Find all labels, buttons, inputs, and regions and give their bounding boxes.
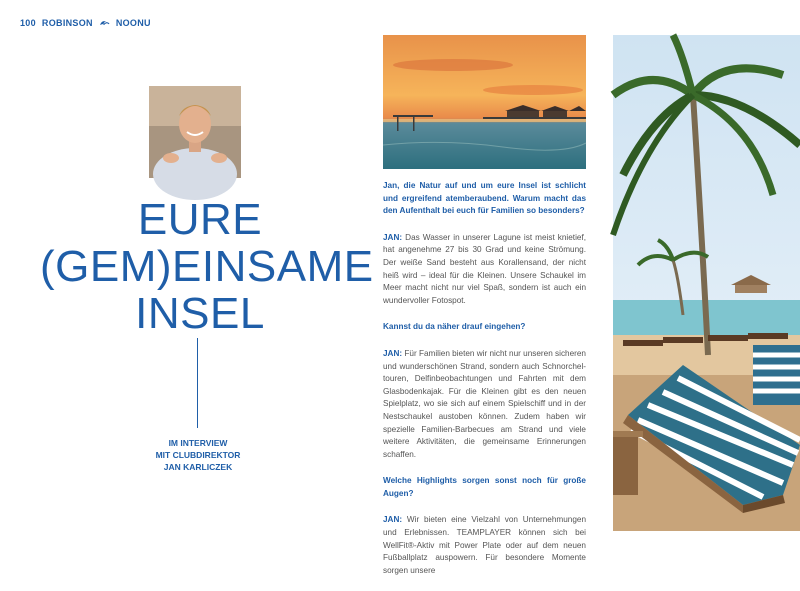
answer-text: Für Familien bieten wir nicht nur unseren sicheren und wunderschönen Strand, sondern auch Schnorchel-touren, Delfinbeobachtungen und Fahrten mit dem Glasbodenkajak. Für die Kleinen gibt es den neuen Spielplatz, wo sie sich auf einem Spielschiff und in der Nestschaukel austoben können. Zudem haben wir spezielle Familien-Barbecues am Strand und viele weitere Aktivitäten, die gemeinsame Erinnerungen schaffen. <box>383 348 586 459</box>
divider-line <box>197 338 198 428</box>
title-line: EURE <box>137 195 263 244</box>
interview-question: Welche Highlights sorgen sonst noch für große Augen? <box>383 476 586 498</box>
beach-illustration <box>613 35 800 531</box>
answer-text: Wir bieten eine Vielzahl von Unternehmungen und Erlebnissen. TEAMPLAYER können sich bei WellFit®-Aktiv mit Power Plate oder auf dem neuen Fußballplatz auspowern. Für besondere Momente sorgen unsere <box>383 515 586 575</box>
sunset-illustration <box>383 35 586 169</box>
portrait-illustration <box>149 86 241 178</box>
beach-photo <box>613 35 800 531</box>
interview-answer <box>383 232 586 308</box>
brand-noonu: NOONU <box>115 18 151 28</box>
title-line: (GEM)EINSAME <box>40 242 374 291</box>
interview-answer <box>383 514 586 577</box>
sunset-photo <box>383 35 586 169</box>
interview-subtitle <box>110 437 286 473</box>
speaker-label: JAN: <box>383 515 403 525</box>
answer-text: Das Wasser in unserer Lagune ist meist knietief, hat angenehme 27 bis 30 Grad und keine Strömung. Der weiße Sand besteht aus Korallensand, der nicht heiß wird – ideal für die Kleinen. Unsere Schaukel im Meer macht nicht nur viel Spaß, sondern ist auch ein wundervoller Fotospot. <box>383 232 586 305</box>
title-line: INSEL <box>135 289 265 338</box>
interview-answer <box>383 348 586 461</box>
portrait-photo <box>149 86 241 178</box>
wave-logo-icon <box>99 19 110 27</box>
interview-question: Kannst du da näher drauf eingehen? <box>383 322 526 332</box>
speaker-label: JAN: <box>383 232 403 242</box>
subtitle-line: JAN KARLICZEK <box>163 462 233 472</box>
interview-question: Jan, die Natur auf und um eure Insel ist schlicht und ergreifend atemberaubend. Warum macht das den Aufenthalt bei euch für Familien so besonders? <box>383 181 586 216</box>
brand-robinson: ROBINSON <box>41 18 93 28</box>
page-number: 100 <box>20 18 36 28</box>
interview-text <box>383 180 586 591</box>
speaker-label: JAN: <box>383 348 403 358</box>
article-title <box>40 195 374 338</box>
subtitle-line: IM INTERVIEW <box>168 438 228 448</box>
subtitle-line: MIT CLUBDIREKTOR <box>155 450 241 460</box>
page-header <box>20 18 151 28</box>
